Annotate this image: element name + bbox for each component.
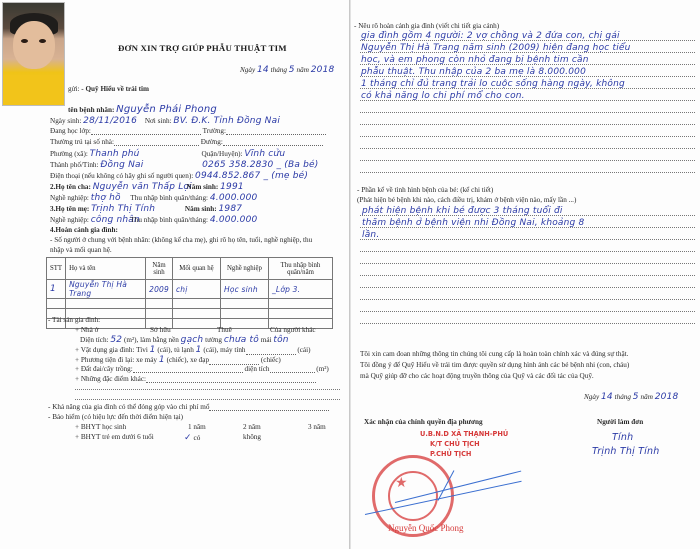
illness-label: - Phần kể về tình hình bệnh của bé: (kể chi tiết) bbox=[357, 186, 494, 194]
dotted-line bbox=[360, 311, 695, 312]
dotted-line bbox=[360, 160, 695, 161]
dotted-line bbox=[360, 287, 695, 288]
circumstances-line: 1 tháng chỉ đủ trang trải lo cuộc sống hàng ngày, không bbox=[361, 79, 625, 89]
dotted-line bbox=[360, 263, 695, 264]
land-row: + Đất đai/cây trồng: diện tích (m²) bbox=[75, 365, 329, 373]
patient-name: Nguyễn Phái Phong bbox=[116, 104, 217, 115]
area-row: Diện tích: 52 (m²), làm bằng nền gạch tường chưa tô mái tôn bbox=[80, 335, 289, 345]
assets-heading: - Tài sản gia đình: bbox=[48, 316, 101, 324]
patient-name-row: tên bệnh nhân: Nguyễn Phái Phong bbox=[68, 104, 217, 115]
dotted-line bbox=[360, 52, 695, 53]
dotted-line bbox=[360, 100, 695, 101]
city-row: Thành phố/Tỉnh: Đồng Nai 0265 358.2830 _ (Ba bé) bbox=[50, 160, 319, 170]
dotted-line bbox=[360, 148, 695, 149]
class-row: Đang học lớp: Trường: bbox=[50, 127, 326, 135]
dob-row: Ngày sinh: 28/11/2016 Nơi sinh: BV. Đ.K. Tỉnh Đồng Nai bbox=[50, 116, 281, 126]
ward-row: Phường (xã): Thanh phú Quận/Huyện): Vĩnh cửu bbox=[50, 149, 286, 159]
table-header-row: STT Họ và tên Năm sinh Mối quan hệ Nghề nghiệp Thu nhập bình quân/năm bbox=[47, 258, 333, 280]
applicant-label: Người làm đơn bbox=[597, 418, 644, 426]
declaration-line: Tôi đồng ý để Quỹ Hiểu về trái tim được quyền sử dụng hình ảnh các bé bệnh nhi (con, cháu) bbox=[360, 361, 630, 369]
circumstances-line: Nguyễn Thị Hà Trang năm sinh (2009) hiện đang học tiểu bbox=[361, 43, 631, 53]
authority-signer-name: Nguyễn Quốc Phong bbox=[388, 523, 464, 533]
dotted-line bbox=[360, 172, 695, 173]
dotted-line bbox=[360, 323, 695, 324]
circumstances-line: phẫu thuật. Thu nhập của 2 ba mẹ là 8.000.000 bbox=[361, 67, 587, 77]
family-intro-1: - Số người ở chung với bệnh nhân: (không kể cha mẹ), ghi rõ họ tên, tuổi, nghề nghiệp, thu bbox=[50, 236, 313, 244]
patient-photo bbox=[2, 2, 65, 106]
bhyt-3-years: 3 năm bbox=[308, 423, 326, 431]
date-bottom: Ngày 14 tháng 5 năm 2018 bbox=[584, 392, 679, 402]
official-seal-icon: ★ bbox=[372, 455, 454, 537]
father-job-row: Nghề nghiệp: thợ hồ Thu nhập bình quân/tháng: 4.000.000 bbox=[50, 193, 258, 203]
recipient: gửi: - Quỹ Hiểu về trái tim bbox=[68, 85, 149, 93]
house-other: Của người khác bbox=[270, 326, 316, 334]
mother-job-row: Nghề nghiệp: công nhân Thu nhập bình quân/tháng: 4.000.000 bbox=[50, 215, 258, 225]
appliances-row: + Vật dụng gia đình: Tivi 1 (cái), tủ lạnh 1 (cái), máy tính (cái) bbox=[75, 345, 311, 355]
form-title: ĐƠN XIN TRỢ GIÚP PHẪU THUẬT TIM bbox=[118, 43, 287, 53]
illness-line: thăm bệnh ở bệnh viện nhi Đồng Nai, khoảng 8 bbox=[362, 218, 585, 228]
table-row bbox=[47, 299, 333, 309]
illness-hint: (Phát hiện bé bệnh khi nào, cách điều trị, khám ở bệnh viện nào, mấy lần ...) bbox=[357, 196, 577, 204]
dotted-line bbox=[360, 215, 695, 216]
date-top: Ngày 14 tháng 5 năm 2018 bbox=[240, 65, 335, 75]
bhyt-2-years: 2 năm bbox=[243, 423, 261, 431]
house-rent: Thuê bbox=[217, 326, 232, 334]
bhyt-no-option: không bbox=[243, 433, 261, 441]
bhyt-yes-option: ✓ có bbox=[184, 433, 201, 443]
dotted-line bbox=[360, 40, 695, 41]
dotted-line bbox=[360, 239, 695, 240]
stamp-text-line1: U.B.N.D XÃ THẠNH-PHÚ bbox=[420, 430, 509, 438]
local-authority-label: Xác nhận của chính quyền địa phương bbox=[364, 418, 483, 426]
address-row: Thường trú tại số nhà: Đường: bbox=[50, 138, 323, 146]
dotted-line bbox=[360, 299, 695, 300]
dotted-line bbox=[360, 136, 695, 137]
bhyt-1-year: 1 năm bbox=[188, 423, 206, 431]
vehicles-row: + Phương tiện đi lại: xe máy 1 (chiếc), xe đạp (chiếc) bbox=[75, 355, 281, 365]
applicant-name: Trịnh Thị Tính bbox=[592, 446, 660, 457]
circumstances-line: gia đình gồm 4 người: 2 vợ chồng và 2 đứa con, chị gái bbox=[361, 31, 620, 41]
dotted-line bbox=[360, 88, 695, 89]
circumstances-line: học, và em phong còn nhỏ đang bị bệnh tim cần bbox=[361, 55, 589, 65]
dotted-line bbox=[360, 76, 695, 77]
circumstances-line: có khả năng lo chi phí mổ cho con. bbox=[361, 91, 525, 101]
dotted-line bbox=[75, 389, 340, 390]
bhyt-child-label: + BHYT trẻ em dưới 6 tuổi bbox=[75, 433, 154, 441]
phone-row: Điện thoại (nếu không có hãy ghi số người quen): 0944.852.867 _ (mẹ bé) bbox=[50, 171, 309, 181]
declaration-line: Tôi xin cam đoan những thông tin chúng tôi cung cấp là hoàn toàn chính xác và đúng sự thật. bbox=[360, 350, 629, 358]
illness-line: lần. bbox=[362, 230, 380, 240]
father-row: 2.Họ tên cha: Nguyễn văn Thấp Lợi Năm sinh: 1991 bbox=[50, 182, 244, 192]
dotted-line bbox=[75, 399, 340, 400]
circumstances-label: - Nêu rõ hoàn cảnh gia đình (viết chi tiết gia cảnh) bbox=[354, 22, 500, 30]
applicant-signature: Tính bbox=[612, 432, 634, 443]
dotted-line bbox=[360, 112, 695, 113]
bhyt-student-label: + BHYT học sinh bbox=[75, 423, 127, 431]
dotted-line bbox=[360, 124, 695, 125]
family-heading: 4.Hoàn cảnh gia đình: bbox=[50, 226, 118, 234]
check-mark-icon: ✓ bbox=[184, 433, 192, 443]
insurance-label: - Bảo hiểm (có hiệu lực đến thời điểm hiện tại) bbox=[48, 413, 184, 421]
table-row: 1 Nguyễn Thị Hà Trang 2009 chị Học sinh _Lớp 3. bbox=[47, 280, 333, 299]
family-intro-2: nhập và mối quan hệ. bbox=[50, 246, 112, 254]
stamp-text-line3: P.CHỦ TỊCH bbox=[430, 450, 472, 458]
declaration-line: mà Quỹ giúp đỡ cho các hoạt động truyền thông của Quỹ và các đối tác của Quỹ. bbox=[360, 372, 594, 380]
illness-line: phát hiện bệnh khi bé được 3 tháng tuổi đi bbox=[362, 206, 563, 216]
house-owned: Sở hữu bbox=[150, 326, 171, 334]
other-features-row: + Những đặc điểm khác: bbox=[75, 375, 316, 383]
contribution-row: - Khả năng của gia đình có thể đóng góp vào chi phí mổ bbox=[48, 403, 329, 411]
dotted-line bbox=[360, 64, 695, 65]
stamp-text-line2: K/T CHỦ TỊCH bbox=[430, 440, 480, 448]
dotted-line bbox=[360, 275, 695, 276]
house-label: + Nhà ở bbox=[75, 326, 99, 334]
dotted-line bbox=[360, 227, 695, 228]
dotted-line bbox=[360, 251, 695, 252]
mother-row: 3.Họ tên mẹ: Trịnh Thị Tính Năm sinh: 1987 bbox=[50, 204, 243, 214]
